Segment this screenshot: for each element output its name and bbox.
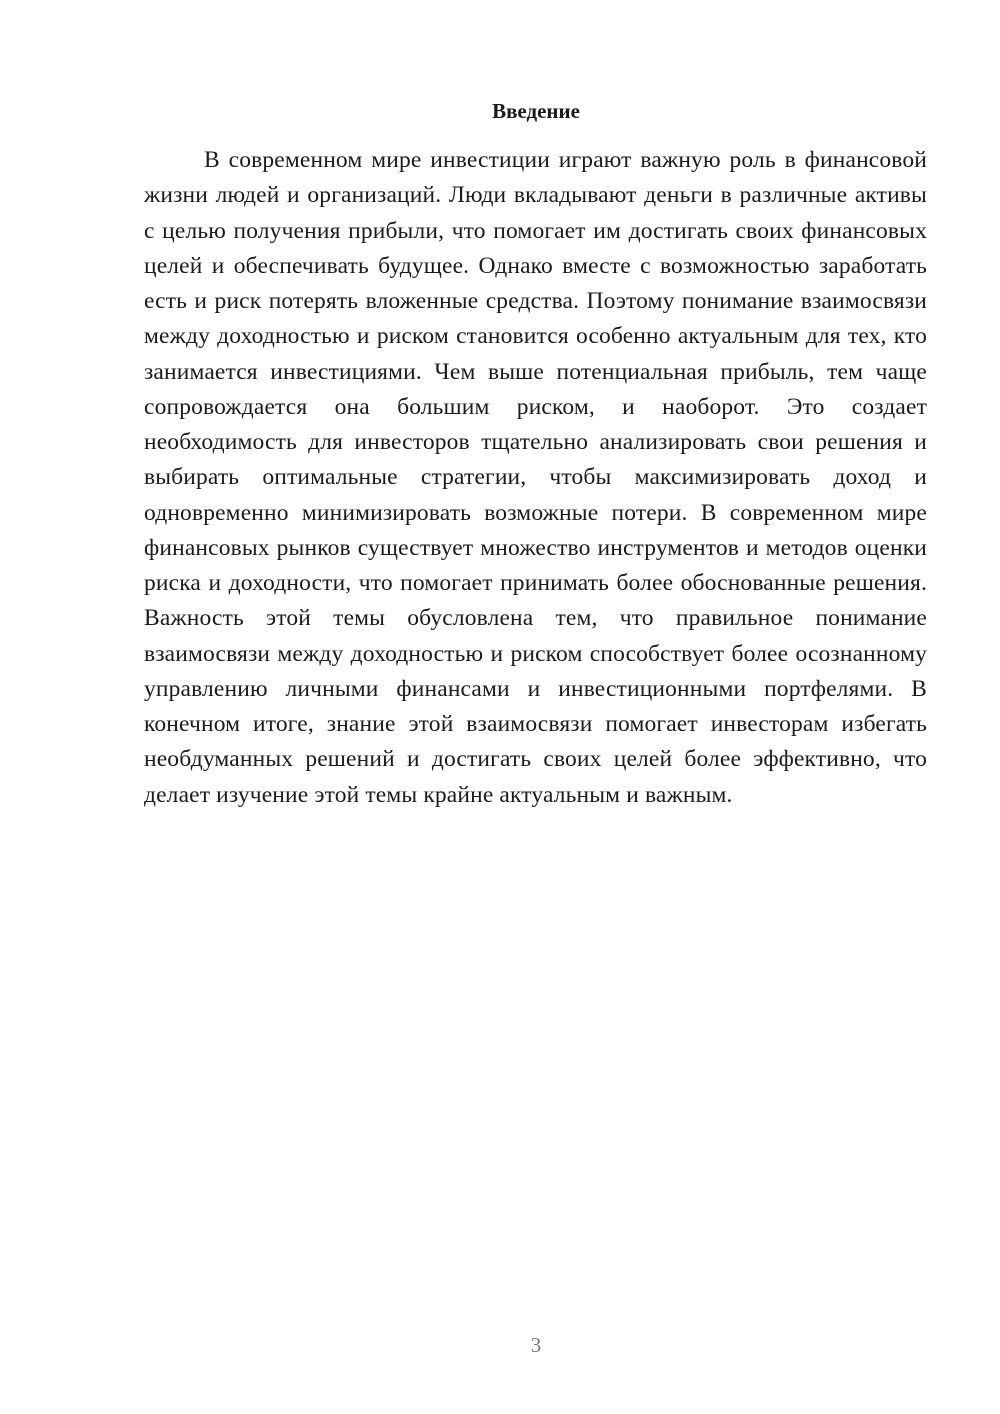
body-paragraph: В современном мире инвестиции играют важную роль в финансовой жизни людей и организаций. Люди вкладывают деньги в различные активы с целью получения прибыли, что помогает им достигать своих финансовых целей и обеспечивать будущее. Однако вместе с возможностью заработать есть и риск потерять вложенные средства. Поэтому понимание взаимосвязи между доходностью и риском становится особенно актуальным для тех, кто занимается инвестициями. Чем выше потенциальная прибыль, тем чаще сопровождается она большим риском, и наоборот. Это создает необходимость для инвесторов тщательно анализировать свои решения и выбирать оптимальные стратегии, чтобы максимизировать доход и одновременно минимизировать возможные потери. В современном мире финансовых рынков существует множество инструментов и методов оценки риска и доходности, что помогает принимать более обоснованные решения. Важность этой темы обусловлена тем, что правильное понимание взаимосвязи между доходностью и риском способствует более осознанному управлению личными финансами и инвестиционными портфелями. В конечном итоге, знание этой взаимосвязи помогает инвесторам избегать необдуманных решений и достигать своих целей более эффективно, что делает изучение этой темы крайне актуальным и важным. bbox=[144, 147, 927, 808]
page-number: 3 bbox=[530, 1333, 542, 1357]
section-heading: Введение bbox=[492, 99, 580, 123]
